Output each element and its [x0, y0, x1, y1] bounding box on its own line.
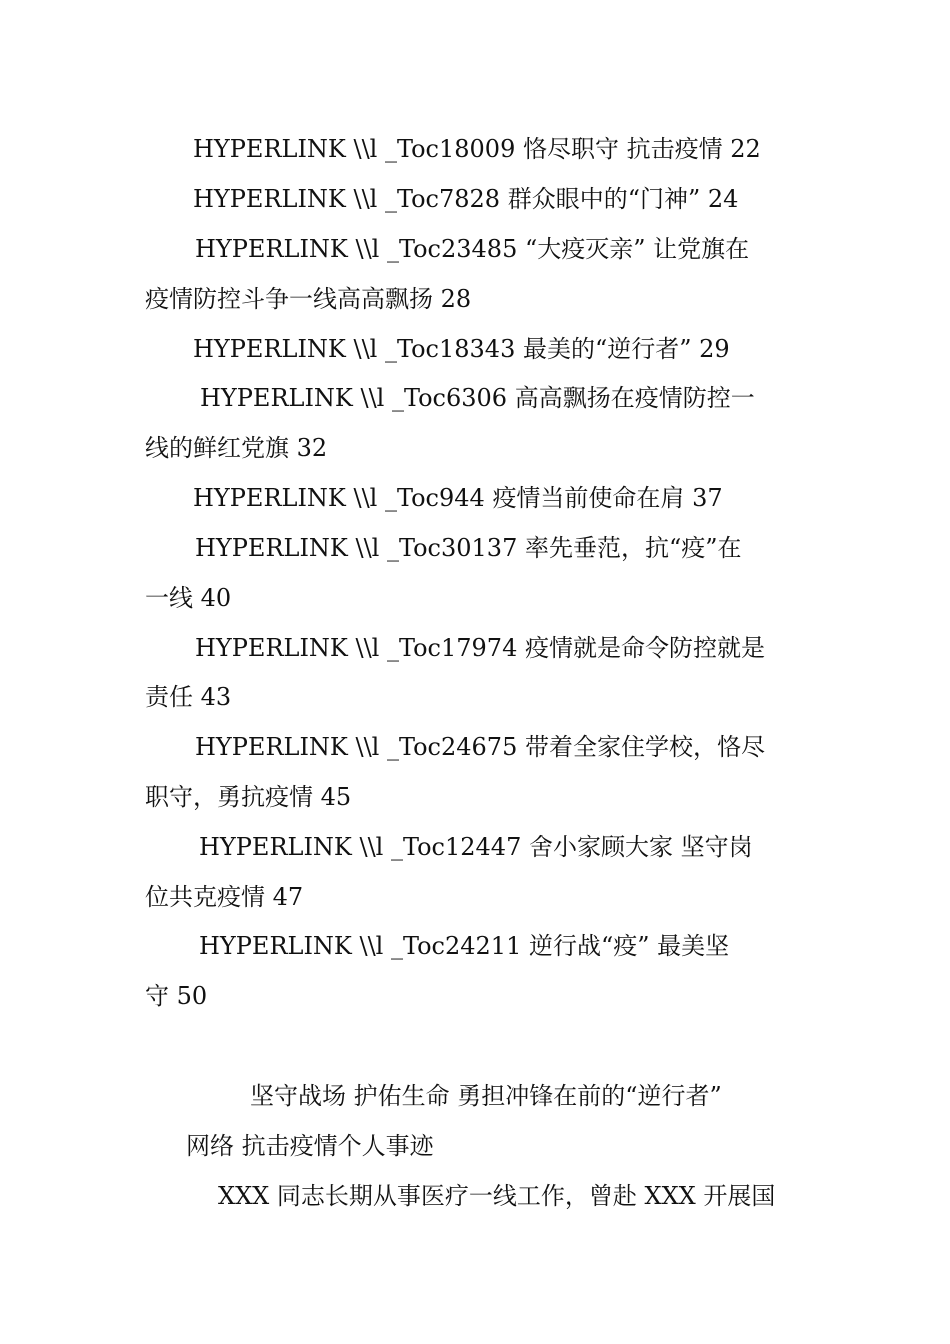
- toc-entry-text: 线的鲜红党旗 32: [145, 434, 328, 462]
- toc-entry-text: HYPERLINK \\l _Toc944 疫情当前使命在肩 37: [193, 484, 723, 512]
- toc-entry-9-cont[interactable]: [145, 781, 351, 813]
- toc-entry-8[interactable]: [195, 632, 765, 664]
- toc-entry-text: 守 50: [145, 982, 208, 1010]
- toc-entry-text: HYPERLINK \\l _Toc18009 恪尽职守 抗击疫情 22: [193, 135, 761, 163]
- toc-entry-3-cont[interactable]: [145, 283, 471, 315]
- toc-entry-text: HYPERLINK \\l _Toc12447 舍小家顾大家 坚守岗: [199, 833, 753, 861]
- toc-entry-7-cont[interactable]: [145, 582, 231, 614]
- toc-entry-text: 疫情防控斗争一线高高飘扬 28: [145, 285, 472, 313]
- toc-entry-text: HYPERLINK \\l _Toc18343 最美的“逆行者” 29: [193, 335, 730, 363]
- toc-entry-text: 责任 43: [145, 683, 232, 711]
- toc-entry-text: HYPERLINK \\l _Toc30137 率先垂范，抗“疫”在: [195, 534, 742, 562]
- toc-entry-3[interactable]: [195, 233, 749, 265]
- article-body-line1: XXX 同志长期从事医疗一线工作，曾赴 XXX 开展国: [218, 1182, 776, 1210]
- toc-entry-text: HYPERLINK \\l _Toc23485 “大疫灭亲” 让党旗在: [195, 235, 750, 263]
- toc-entry-text: HYPERLINK \\l _Toc6306 高高飘扬在疫情防控一: [200, 384, 755, 412]
- toc-entry-11[interactable]: [199, 930, 729, 962]
- article-title-line1: 坚守战场 护佑生命 勇担冲锋在前的“逆行者”: [250, 1082, 722, 1110]
- toc-entry-text: 一线 40: [145, 584, 232, 612]
- toc-entry-5-cont[interactable]: [145, 432, 327, 464]
- toc-entry-8-cont[interactable]: [145, 681, 231, 713]
- toc-entry-1[interactable]: [193, 133, 761, 165]
- toc-entry-text: 职守，勇抗疫情 45: [145, 783, 352, 811]
- toc-entry-text: HYPERLINK \\l _Toc7828 群众眼中的“门神” 24: [193, 185, 739, 213]
- toc-entry-10-cont[interactable]: [145, 881, 303, 913]
- toc-entry-7[interactable]: [195, 532, 742, 564]
- toc-entry-6[interactable]: [193, 482, 723, 514]
- toc-entry-4[interactable]: [193, 333, 730, 365]
- toc-entry-10[interactable]: [199, 831, 753, 863]
- toc-entry-5[interactable]: [200, 382, 755, 414]
- toc-entry-text: HYPERLINK \\l _Toc24675 带着全家住学校，恪尽: [195, 733, 765, 761]
- toc-entry-11-cont[interactable]: [145, 980, 207, 1012]
- toc-entry-2[interactable]: [193, 183, 738, 215]
- toc-entry-text: HYPERLINK \\l _Toc17974 疫情就是命令防控就是: [195, 634, 765, 662]
- toc-entry-text: HYPERLINK \\l _Toc24211 逆行战“疫” 最美坚: [199, 932, 730, 960]
- toc-entry-9[interactable]: [195, 731, 765, 763]
- article-title-line2: 网络 抗击疫情个人事迹: [186, 1132, 434, 1160]
- toc-entry-text: 位共克疫情 47: [145, 883, 304, 911]
